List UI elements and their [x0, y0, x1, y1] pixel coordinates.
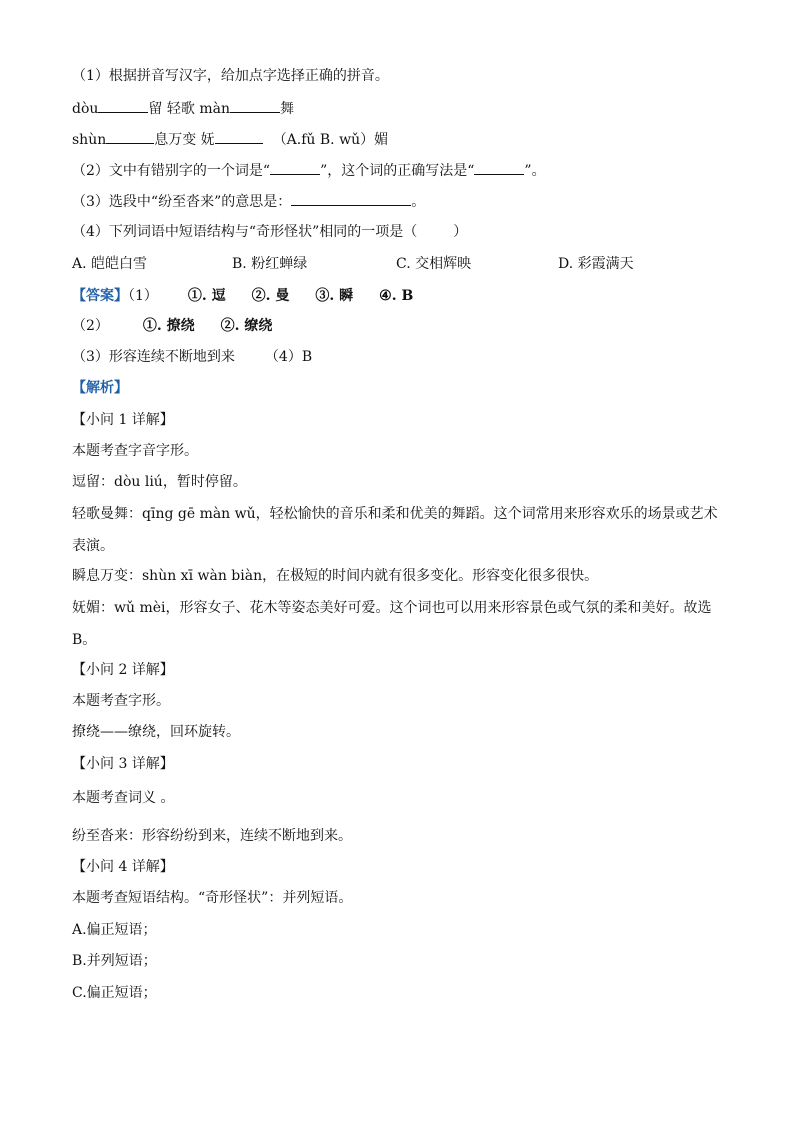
pinyin-shun: shùn: [72, 132, 107, 148]
answer-item: ④. B: [379, 288, 414, 304]
text: 。: [411, 194, 426, 210]
text: 舞: [279, 101, 294, 117]
q4-prompt: [72, 222, 467, 242]
section-title: 【小问 2 详解】: [72, 662, 174, 678]
q1-prompt: （1）根据拼音写汉字，给加点字选择正确的拼音。: [72, 68, 389, 84]
q4-options: [72, 254, 722, 274]
answer-item: ②. 曼: [251, 288, 290, 304]
answer-item: ①. 逗: [187, 288, 226, 304]
text: ）: [453, 224, 468, 240]
text: （4）B: [264, 349, 313, 365]
blank[interactable]: [270, 160, 320, 175]
text: 留 轻歌 màn: [148, 101, 230, 117]
pinyin-dou: dòu: [72, 101, 99, 117]
text: 息万变 妩: [154, 132, 215, 148]
blank[interactable]: [98, 98, 148, 113]
answer-line-1: [72, 286, 413, 306]
paragraph: 轻歌曼舞：qīng gē màn wǔ，轻松愉快的音乐和柔和优美的舞蹈。这个词常用来形容欢乐的场景或艺术表演。: [72, 506, 718, 554]
paragraph: 本题考查字音字形。: [72, 443, 198, 459]
answer-item: ①. 撩绕: [142, 318, 195, 334]
answer-item: ②. 缭绕: [220, 318, 273, 334]
blank[interactable]: [291, 191, 411, 206]
answer-line-3: [72, 347, 312, 367]
section-title: 【小问 4 详解】: [72, 859, 174, 875]
text: （3）选段中“纷至沓来”的意思是：: [72, 194, 292, 210]
paragraph: 本题考查词义 。: [72, 790, 175, 806]
text: ”。: [524, 163, 546, 179]
q3-line: [72, 191, 425, 212]
paragraph: B.并列短语；: [72, 953, 157, 969]
paragraph: 瞬息万变：shùn xī wàn biàn，在极短的时间内就有很多变化。形容变化很多很快。: [72, 568, 599, 584]
q2-line: [72, 160, 546, 181]
blank[interactable]: [474, 160, 524, 175]
paragraph: 本题考查短语结构。“奇形怪状”：并列短语。: [72, 890, 353, 906]
analysis-tag: 【解析】: [72, 380, 128, 396]
paragraph: 本题考查字形。: [72, 693, 170, 709]
blank[interactable]: [106, 129, 154, 144]
option-a[interactable]: A. 皑皑白雪: [72, 256, 148, 272]
option-c[interactable]: C. 交相辉映: [396, 256, 472, 272]
blank[interactable]: [215, 129, 263, 144]
text: （1）: [128, 288, 158, 304]
text: （2）文中有错别字的一个词是“: [72, 163, 271, 179]
paragraph: 撩绕——缭绕，回环旋转。: [72, 724, 240, 740]
paragraph: A.偏正短语；: [72, 922, 157, 938]
paragraph: 纷至沓来：形容纷纷到来，连续不断地到来。: [72, 828, 352, 844]
option-b[interactable]: B. 粉红蝉绿: [232, 256, 308, 272]
text: ”，这个词的正确写法是“: [320, 163, 475, 179]
answer-tag: 【答案】: [72, 288, 128, 304]
q1-row1: [72, 98, 294, 119]
section-title: 【小问 1 详解】: [72, 412, 174, 428]
option-d[interactable]: D. 彩霞满天: [558, 256, 634, 272]
blank[interactable]: [230, 98, 280, 113]
paragraph: C.偏正短语；: [72, 985, 157, 1001]
answer-item: ③. 瞬: [315, 288, 354, 304]
paragraph: 逗留：dòu liú，暂时停留。: [72, 474, 247, 490]
answer-line-2: [72, 316, 272, 336]
text: （2）: [72, 318, 109, 334]
paragraph: 妩媚：wǔ mèi，形容女子、花木等姿态美好可爱。这个词也可以用来形容景色或气氛的柔和美好。故选B。: [72, 600, 712, 648]
text: （4）下列词语中短语结构与“奇形怪状”相同的一项是（: [72, 224, 418, 240]
text: （A.fǔ B. wǔ）媚: [272, 132, 389, 148]
text: （3）形容连续不断地到来: [72, 349, 235, 365]
section-title: 【小问 3 详解】: [72, 756, 174, 772]
q1-row2: [72, 129, 388, 150]
